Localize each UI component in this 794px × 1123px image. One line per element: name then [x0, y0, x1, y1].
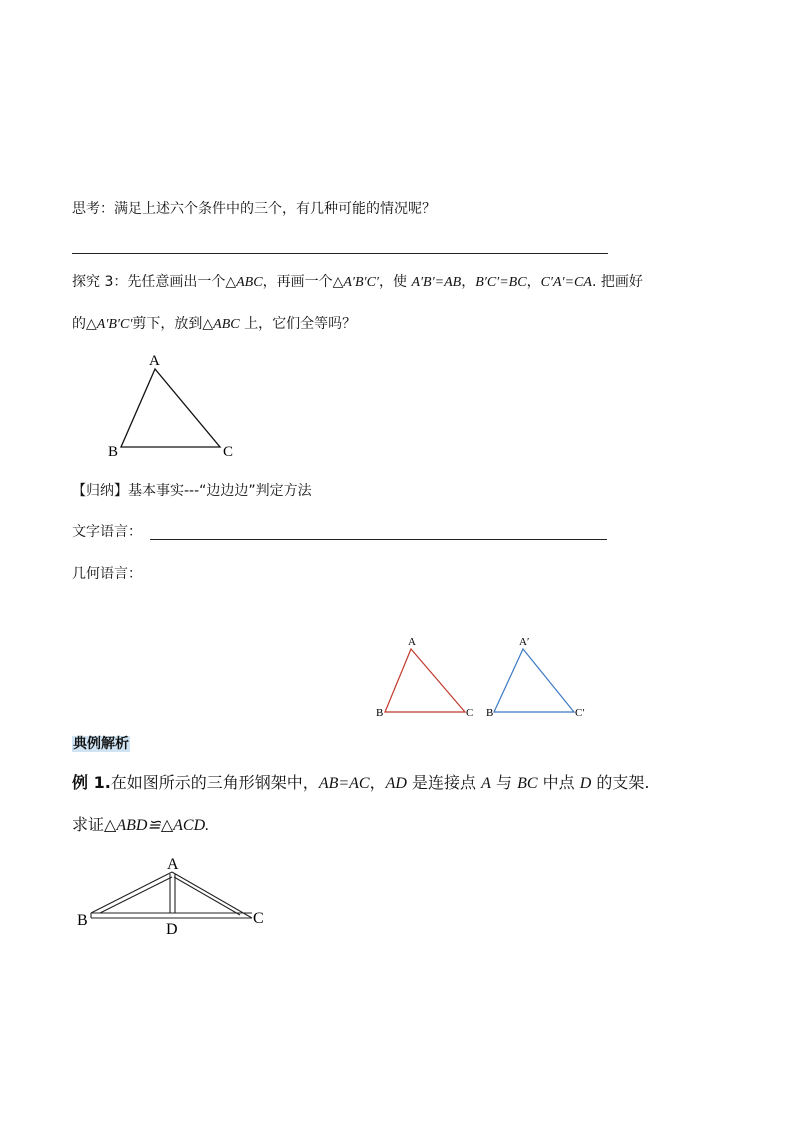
- truss-label-d: D: [166, 921, 178, 938]
- blue-label-c-prime: C′: [575, 707, 585, 719]
- explore-line-2: [72, 315, 356, 334]
- segment-ad: AD: [385, 775, 407, 792]
- truss-left-outer: [91, 872, 172, 913]
- explore-mid2: ，使: [378, 274, 412, 290]
- two-triangles-figure: [370, 630, 600, 725]
- vertex-label-a: A: [149, 353, 160, 369]
- red-triangle-shape: [385, 649, 465, 712]
- blue-label-a-prime: A′: [519, 636, 530, 648]
- example-text1: 在如图所示的三角形钢架中，: [110, 773, 319, 792]
- vertex-label-c: C: [223, 444, 234, 460]
- truss-right-outer: [172, 872, 252, 918]
- truss-label-b: B: [77, 912, 88, 929]
- explore-line2-post: 上，它们全等吗？: [239, 316, 357, 332]
- example-text5: 的支架.: [591, 773, 650, 792]
- explore-mid1: ，再画一个: [262, 274, 333, 290]
- example-text3: 与: [490, 773, 518, 792]
- blue-label-b: B: [486, 707, 494, 719]
- triangle-abc-figure: [100, 345, 250, 465]
- triangle-a-prime-2: △A′B′C′: [86, 317, 133, 332]
- section-title: [72, 735, 130, 753]
- condition-bc: B′C′=BC: [475, 275, 527, 290]
- answer-line-think: [72, 253, 608, 254]
- triangle-a-prime: △A′B′C′: [332, 275, 379, 290]
- example-text2: 是连接点: [406, 773, 482, 792]
- vertex-label-b: B: [108, 444, 119, 460]
- explore-line2-mid: 剪下，放到: [132, 316, 203, 332]
- prove-expression: △ABD≌△ACD.: [104, 817, 210, 834]
- steel-truss-figure: [70, 850, 280, 945]
- example-1-line-1: [72, 773, 650, 794]
- explore-sep1: ，: [461, 274, 476, 290]
- example-text4: 中点: [537, 773, 580, 792]
- triangle-abc: △ABC: [225, 275, 263, 290]
- explore-tail: . 把画好: [591, 274, 643, 290]
- truss-label-a: A: [167, 856, 179, 873]
- example-label: 例 1.: [72, 773, 111, 792]
- section-title-text: 典例解析: [73, 736, 129, 752]
- condition-ab-ac: AB=AC: [318, 775, 370, 792]
- text-language-label: 文字语言：: [72, 524, 142, 540]
- red-label-b: B: [376, 707, 384, 719]
- truss-label-c: C: [253, 910, 264, 927]
- summary-title: 【归纳】基本事实---“边边边”判定方法: [72, 483, 312, 499]
- red-label-c: C: [466, 707, 474, 719]
- truss-right-inner: [174, 877, 240, 915]
- point-a: A: [481, 775, 491, 792]
- condition-ca: C′A′=CA: [540, 275, 592, 290]
- explore-sep2: ，: [526, 274, 541, 290]
- blue-triangle-shape: [494, 649, 574, 712]
- explore-line-1: [72, 273, 643, 292]
- example-sep: ，: [369, 773, 386, 792]
- answer-line-text-language: [150, 539, 607, 540]
- geometry-language-label: 几何语言：: [72, 566, 142, 582]
- explore-prefix: 探究 3：先任意画出一个: [72, 274, 226, 290]
- condition-ab: A′B′=AB: [411, 275, 462, 290]
- truss-left-inner: [100, 877, 172, 913]
- think-question: 思考：满足上述六个条件中的三个，有几种可能的情况呢？: [72, 201, 436, 217]
- explore-line2-pre: 的: [72, 316, 86, 332]
- prove-prefix: 求证: [72, 815, 105, 834]
- triangle-abc-shape: [121, 369, 220, 447]
- triangle-abc-2: △ABC: [202, 317, 240, 332]
- red-label-a: A: [408, 636, 416, 648]
- example-1-line-2: [72, 815, 209, 836]
- segment-bc: BC: [517, 775, 538, 792]
- point-d: D: [579, 775, 592, 792]
